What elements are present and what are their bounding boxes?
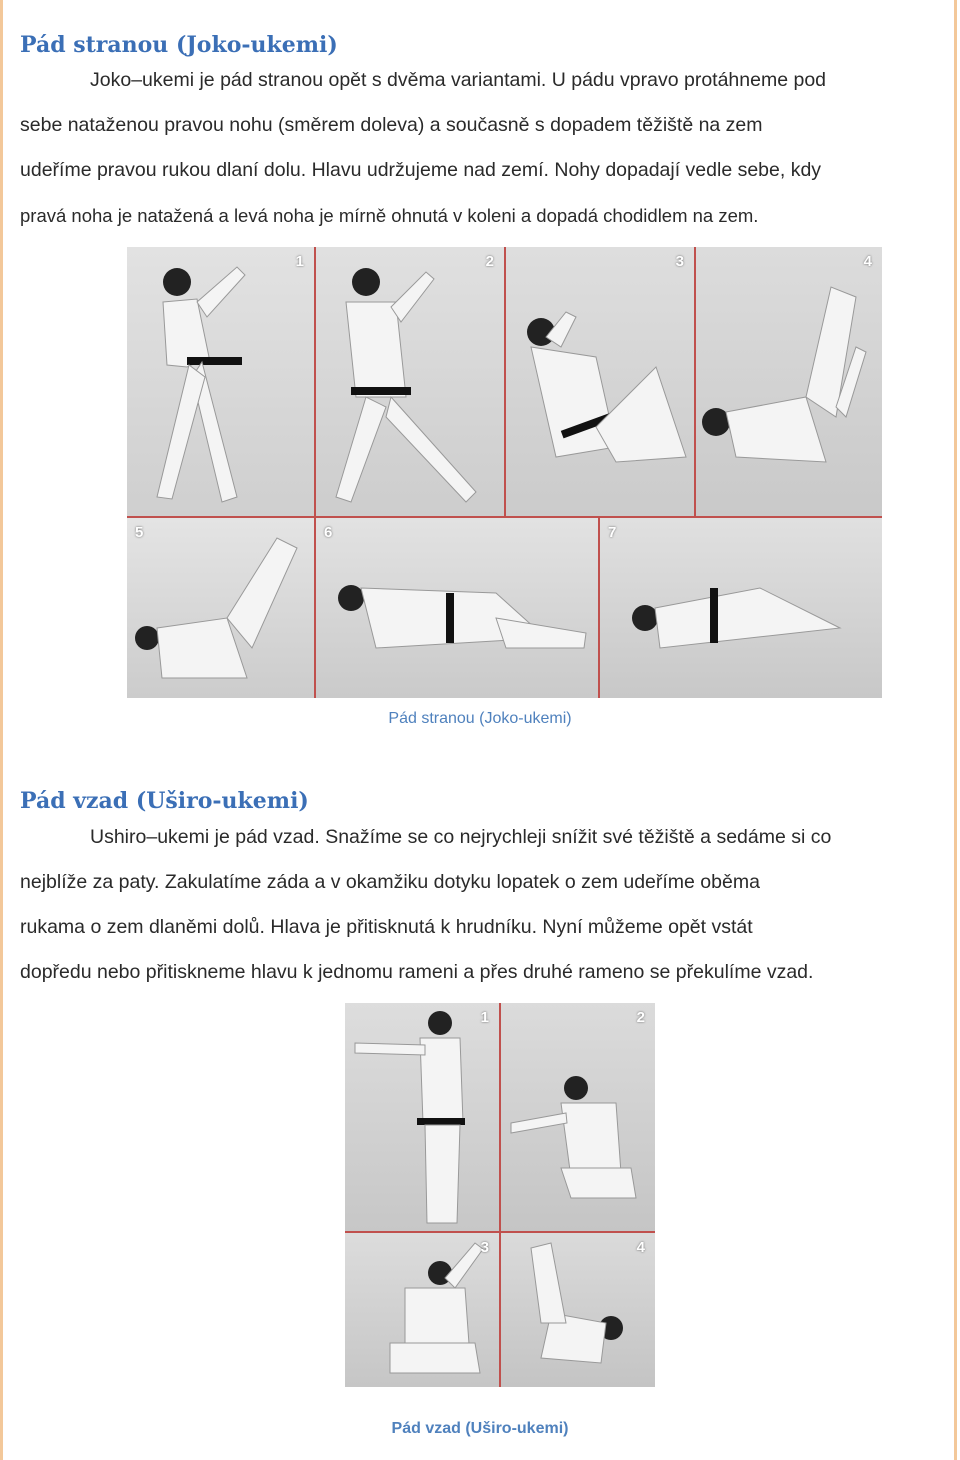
- figure-panel: [316, 518, 598, 698]
- paragraph-line: dopředu nebo přitiskneme hlavu k jednomu rameni a přes druhé rameno se překulíme vzad.: [20, 961, 814, 983]
- judoka-illustration: [127, 518, 314, 698]
- figure-panel: [345, 1003, 499, 1231]
- paragraph-line: Joko–ukemi je pád stranou opět s dvěma variantami. U pádu vpravo protáhneme pod: [90, 69, 827, 91]
- panel-number: 1: [480, 1009, 489, 1026]
- paragraph-line: sebe nataženou pravou nohu (směrem doleva) a současně s dopadem těžiště na zem: [20, 114, 763, 136]
- panel-number: 5: [135, 524, 144, 541]
- ushiro-ukemi-figure: [345, 1003, 655, 1387]
- panel-number: 7: [608, 524, 617, 541]
- figure-caption: Pád stranou (Joko-ukemi): [388, 710, 572, 727]
- judoka-illustration: [501, 1233, 655, 1387]
- panel-number: 4: [636, 1239, 645, 1256]
- figure-panel: [127, 518, 314, 698]
- judoka-illustration: [501, 1003, 655, 1231]
- panel-number: 1: [295, 253, 304, 270]
- panel-number: 2: [485, 253, 494, 270]
- section1-paragraph: [20, 58, 940, 238]
- judoka-illustration: [696, 247, 882, 516]
- section2-heading: Pád vzad (Uširo-ukemi): [20, 788, 309, 814]
- figure-panel: [316, 247, 504, 516]
- panel-number: 2: [636, 1009, 645, 1026]
- judoka-illustration: [316, 518, 598, 698]
- figure-panel: [501, 1233, 655, 1387]
- figure-panel: [506, 247, 694, 516]
- figure-panel: [501, 1003, 655, 1231]
- paragraph-line: rukama o zem dlaněmi dolů. Hlava je přitisknutá k hrudníku. Nyní můžeme opět vstát: [20, 916, 753, 938]
- figure-panel: [127, 247, 314, 516]
- section2-paragraph: [20, 815, 940, 995]
- judoka-illustration: [316, 247, 504, 516]
- judoka-illustration: [600, 518, 882, 698]
- judoka-illustration: [127, 247, 314, 516]
- figure-panel: [600, 518, 882, 698]
- paragraph-line: pravá noha je natažená a levá noha je mírně ohnutá v koleni a dopadá chodidlem na zem.: [20, 205, 759, 226]
- figure-panel: [345, 1233, 499, 1387]
- panel-number: 4: [863, 253, 872, 270]
- figure-caption: Pád vzad (Uširo-ukemi): [391, 1420, 569, 1437]
- judoka-illustration: [506, 247, 694, 516]
- panel-number: 6: [324, 524, 333, 541]
- paragraph-line: nejblíže za paty. Zakulatíme záda a v okamžiku dotyku lopatek o zem udeříme oběma: [20, 871, 760, 893]
- figure-panel: [696, 247, 882, 516]
- judoka-illustration: [345, 1003, 499, 1231]
- judoka-illustration: [345, 1233, 499, 1387]
- joko-ukemi-figure: [127, 247, 882, 698]
- panel-number: 3: [675, 253, 684, 270]
- paragraph-line: Ushiro–ukemi je pád vzad. Snažíme se co nejrychleji snížit své těžiště a sedáme si co: [90, 826, 832, 848]
- panel-number: 3: [480, 1239, 489, 1256]
- section1-heading: Pád stranou (Joko-ukemi): [20, 32, 338, 58]
- paragraph-line: udeříme pravou rukou dlaní dolu. Hlavu udržujeme nad zemí. Nohy dopadají vedle sebe, kdy: [20, 159, 822, 181]
